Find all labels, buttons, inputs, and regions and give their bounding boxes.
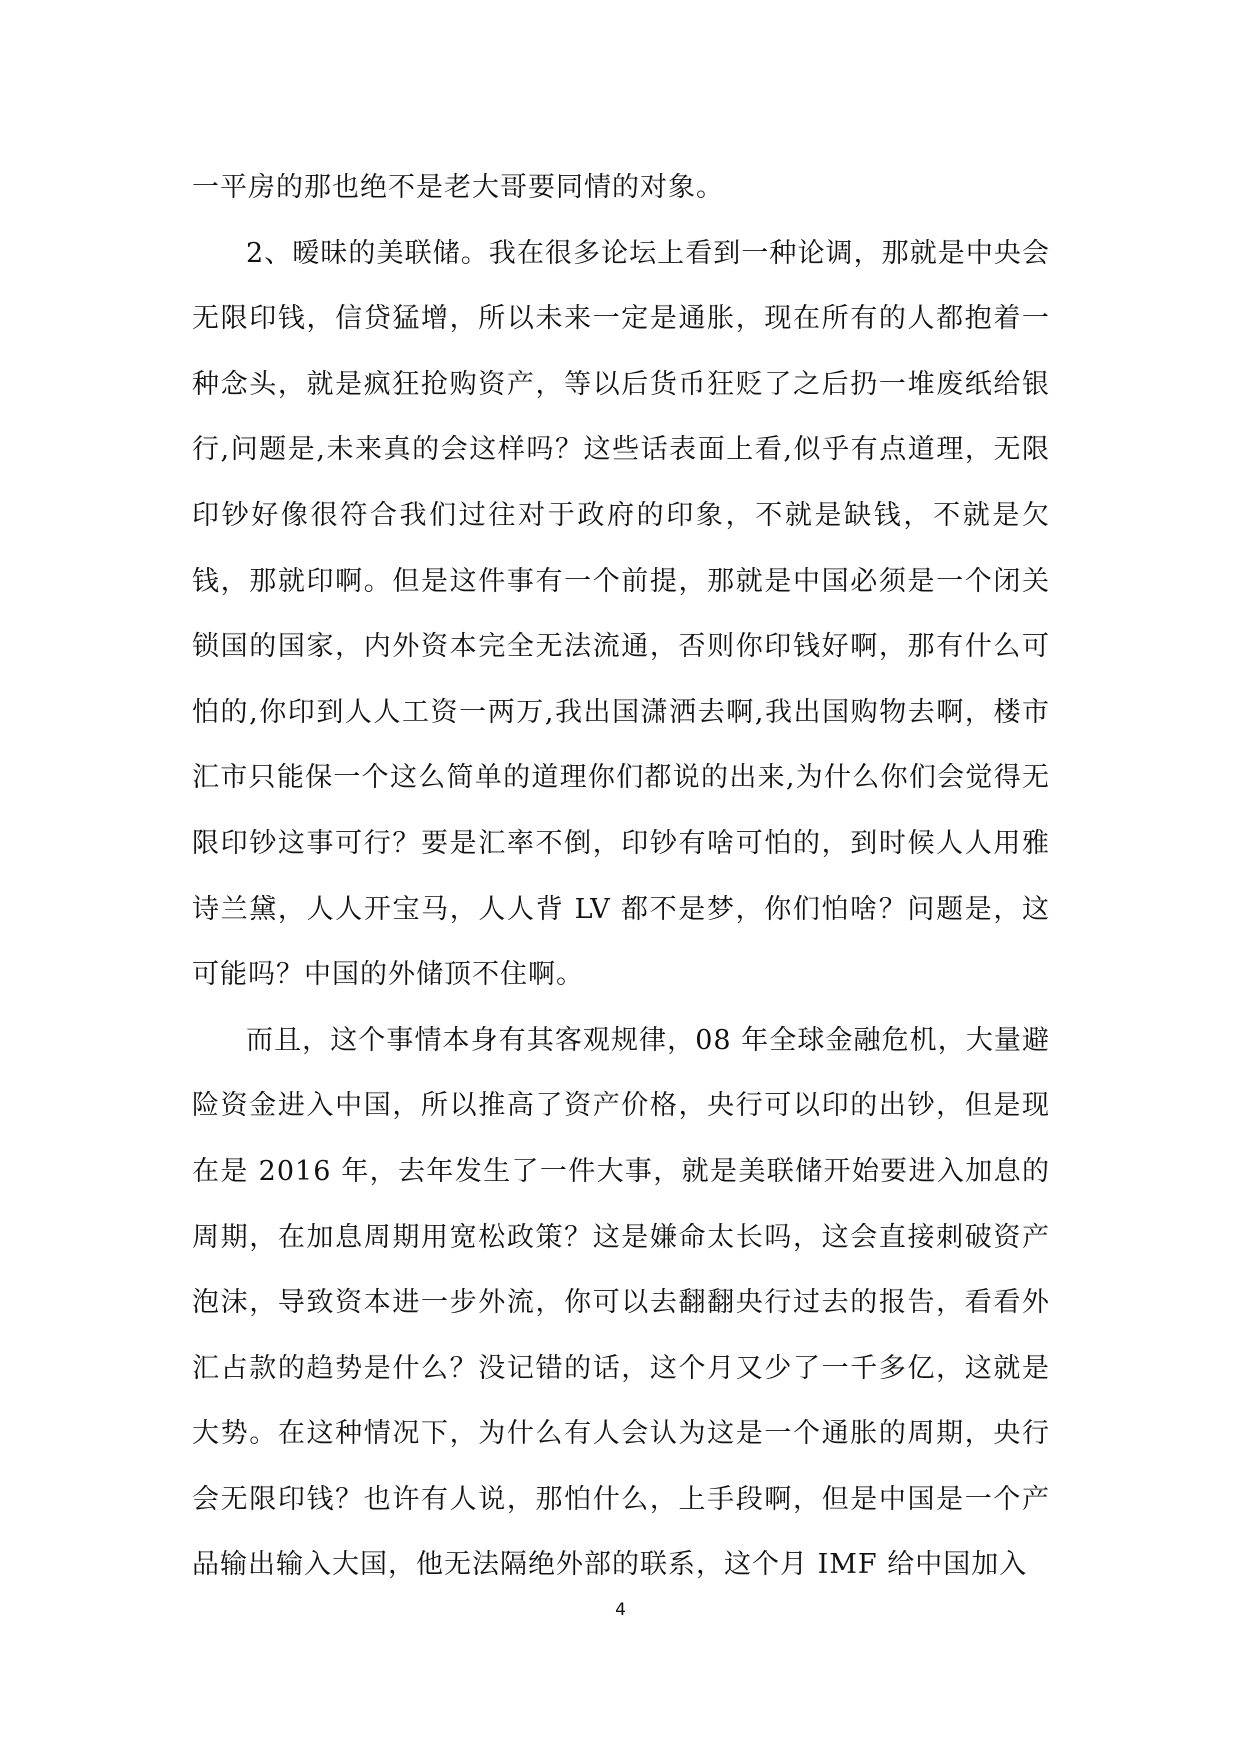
paragraph-fed: 2、暧昧的美联储。我在很多论坛上看到一种论调，那就是中央会无限印钱，信贷猛增，所以未来一定是通胀，现在所有的人都抱着一种念头，就是疯狂抢购资产，等以后货币狂贬了之后扔一堆废纸给银行,问题是,未来真的会这样吗？这些话表面上看,似乎有点道理，无限印钞好像很符合我们过往对于政府的印象，不就是缺钱，不就是欠钱，那就印啊。但是这件事有一个前提，那就是中国必须是一个闭关锁国的国家，内外资本完全无法流通，否则你印钱好啊，那有什么可怕的,你印到人人工资一两万,我出国潇洒去啊,我出国购物去啊，楼市汇市只能保一个这么简单的道理你们都说的出来,为什么你们会觉得无限印钞这事可行？要是汇率不倒，印钞有啥可怕的，到时候人人用雅诗兰黛，人人开宝马，人人背 LV 都不是梦，你们怕啥？问题是，这可能吗？中国的外储顶不住啊。 — [192, 237, 1050, 991]
body-text — [192, 155, 1050, 1598]
paragraph-moreover: 而且，这个事情本身有其客观规律，08 年全球金融危机，大量避险资金进入中国，所以推高了资产价格，央行可以印的出钞，但是现在是 2016 年，去年发生了一件大事，就是美联储开始要进入加息的周期，在加息周期用宽松政策？这是嫌命太长吗，这会直接刺破资产泡沫，导致资本进一步外流，你可以去翻翻央行过去的报告，看看外汇占款的趋势是什么？没记错的话，这个月又少了一千多亿，这就是大势。在这种情况下，为什么有人会认为这是一个通胀的周期，央行会无限印钱？也许有人说，那怕什么，上手段啊，但是中国是一个产品输出输入大国，他无法隔绝外部的联系，这个月 IMF 给中国加入 — [192, 1024, 1050, 1581]
page-number: 4 — [615, 1600, 626, 1620]
paragraph-continuation: 一平房的那也绝不是老大哥要同情的对象。 — [192, 172, 724, 203]
